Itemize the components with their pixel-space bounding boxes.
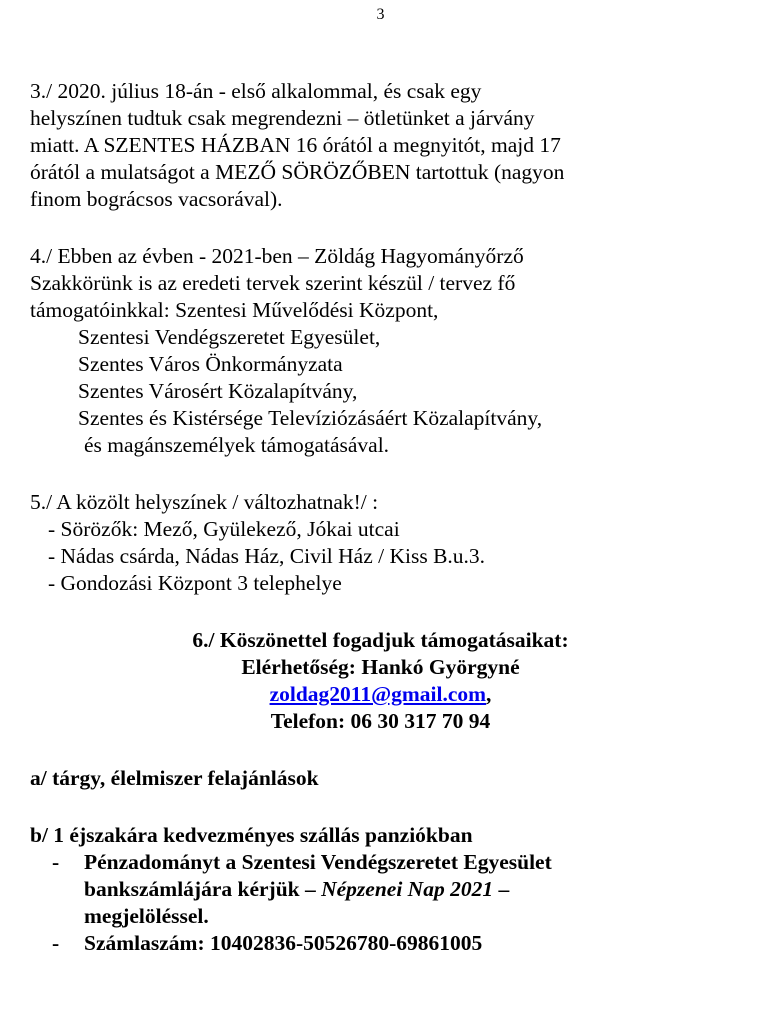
page-number: 3: [376, 6, 385, 23]
pb-title: b/ 1 éjszakára kedvezményes szállás panziókban: [30, 823, 473, 847]
p5-line-1: 5./ A közölt helyszínek / változhatnak!/ :: [30, 490, 379, 514]
p5-line-4: - Gondozási Központ 3 telephelye: [48, 571, 342, 595]
email-link[interactable]: zoldag2011@gmail.com: [269, 682, 487, 706]
pb-bullet-1-line-3: megjelöléssel.: [84, 904, 209, 928]
p6-phone: Telefon: 06 30 317 70 94: [270, 709, 491, 733]
p6-title: 6./ Köszönettel fogadjuk támogatásaikat:: [192, 628, 569, 652]
p6-contact: Elérhetőség: Hankó Györgyné: [241, 655, 520, 679]
p4-line-1: 4./ Ebben az évben - 2021-ben – Zöldág Hagyományőrző: [30, 244, 524, 268]
p4-line-7: Szentes és Kistérsége Televíziózásáért Közalapítvány,: [78, 406, 543, 430]
pb-b1-l2-post: –: [493, 877, 510, 901]
pb-bullet-1-dash: -: [52, 850, 60, 874]
pa-line: a/ tárgy, élelmiszer felajánlások: [30, 766, 319, 790]
pb-b1-l2-pre: bankszámlájára kérjük –: [84, 877, 322, 901]
p5-line-2: - Sörözők: Mező, Gyülekező, Jókai utcai: [48, 517, 400, 541]
p4-line-6: Szentes Városért Közalapítvány,: [78, 379, 358, 403]
email-suffix: ,: [486, 682, 492, 706]
p3-line-5: finom bográcsos vacsorával).: [30, 187, 283, 211]
p4-line-5: Szentes Város Önkormányzata: [78, 352, 343, 376]
p3-line-3: miatt. A SZENTES HÁZBAN 16 órától a megnyitót, majd 17: [30, 133, 561, 157]
p3-line-1: 3./ 2020. július 18-án - első alkalommal, és csak egy: [30, 79, 482, 103]
p3-line-4: órától a mulatságot a MEZŐ SÖRÖZŐBEN tartottuk (nagyon: [30, 160, 565, 184]
p4-line-2: Szakkörünk is az eredeti tervek szerint készül / tervez fő: [30, 271, 516, 295]
pb-bullet-1-line-1: Pénzadományt a Szentesi Vendégszeretet Egyesület: [84, 850, 552, 874]
p6-email-line: [0, 681, 761, 707]
p4-line-8: és magánszemélyek támogatásával.: [84, 433, 390, 457]
pb-bullet-2-dash: -: [52, 931, 60, 955]
pb-bullet-2: Számlaszám: 10402836-50526780-69861005: [84, 931, 483, 955]
p4-line-4: Szentesi Vendégszeretet Egyesület,: [78, 325, 381, 349]
p5-line-3: - Nádas csárda, Nádas Ház, Civil Ház / Kiss B.u.3.: [48, 544, 486, 568]
pb-bullet-1-line-2: [84, 876, 509, 902]
p3-line-2: helyszínen tudtuk csak megrendezni – ötletünket a járvány: [30, 106, 535, 130]
p4-line-3: támogatóinkkal: Szentesi Művelődési Központ,: [30, 298, 439, 322]
pb-b1-l2-ital: Népzenei Nap 2021: [321, 877, 494, 901]
